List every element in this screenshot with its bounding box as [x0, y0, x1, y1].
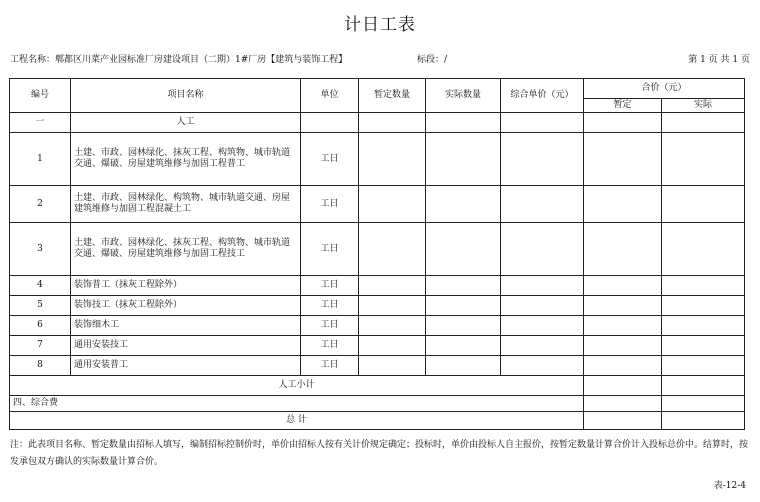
table-row [10, 336, 745, 356]
daywork-table [9, 78, 745, 430]
table-row [10, 133, 745, 186]
header-total: 合价（元） [584, 79, 745, 99]
section-code: 一 [10, 113, 71, 133]
footnote: 注：此表项目名称、暂定数量由招标人填写，编制招标控制价时，单价由招标人按有关计价规定确定；投标时，单价由投标人自主报价，按暂定数量计算合价计入投标总价中。结算时，按发承包双方确认的实际数量计算合价。 [10, 440, 749, 467]
row-unit: 工日 [301, 356, 359, 376]
header-total-actual: 实际 [662, 99, 745, 113]
grand-total-row-label: 总 计 [10, 412, 584, 430]
row-name: 土建、市政、园林绿化、抹灰工程、构筑物、城市轨道交通、爆破、房屋建筑维修与加固工程技工 [71, 223, 301, 276]
row-name: 通用安装技工 [71, 336, 301, 356]
row-name: 土建、市政、园林绿化、构筑物、城市轨道交通、房屋建筑维修与加固工程混凝土工 [71, 186, 301, 223]
row-name: 通用安装普工 [71, 356, 301, 376]
section-name: 人工 [71, 113, 301, 133]
row-code: 3 [10, 223, 71, 276]
table-row [10, 276, 745, 296]
table-row [10, 316, 745, 336]
header-total-est: 暂定 [584, 99, 662, 113]
row-unit: 工日 [301, 296, 359, 316]
row-code: 5 [10, 296, 71, 316]
grand-total-row [10, 412, 745, 430]
page-title: 计日工表 [344, 15, 416, 35]
table-row [10, 223, 745, 276]
project-meta [10, 52, 750, 66]
header-code: 编号 [10, 79, 71, 113]
row-code: 1 [10, 133, 71, 186]
row-unit: 工日 [301, 223, 359, 276]
row-unit: 工日 [301, 133, 359, 186]
table-row [10, 296, 745, 316]
row-name: 土建、市政、园林绿化、抹灰工程、构筑物、城市轨道交通、爆破、房屋建筑维修与加固工程普工 [71, 133, 301, 186]
table-row [10, 356, 745, 376]
row-code: 6 [10, 316, 71, 336]
row-name: 装饰普工（抹灰工程除外） [71, 276, 301, 296]
row-name: 装饰细木工 [71, 316, 301, 336]
labor-subtotal-row [10, 376, 745, 396]
row-code: 4 [10, 276, 71, 296]
header-unit-price: 综合单价（元） [501, 79, 584, 113]
header-row [10, 79, 745, 99]
general-fee-row-label: 四、综合费 [10, 396, 584, 412]
labor-subtotal-row-label: 人工小计 [10, 376, 584, 396]
header-name: 项目名称 [71, 79, 301, 113]
table-code: 表-12-4 [713, 481, 746, 491]
row-code: 2 [10, 186, 71, 223]
section-label: 标段：/ [417, 55, 448, 65]
row-unit: 工日 [301, 186, 359, 223]
project-name: 工程名称：郫都区川菜产业园标准厂房建设项目（二期）1#厂房【建筑与装饰工程】 [10, 55, 348, 65]
table-row [10, 186, 745, 223]
header-actual-qty: 实际数量 [426, 79, 501, 113]
section-row-labor [10, 113, 745, 133]
row-name: 装饰技工（抹灰工程除外） [71, 296, 301, 316]
row-unit: 工日 [301, 336, 359, 356]
general-fee-row [10, 396, 745, 412]
row-unit: 工日 [301, 316, 359, 336]
row-unit: 工日 [301, 276, 359, 296]
row-code: 7 [10, 336, 71, 356]
header-unit: 单位 [301, 79, 359, 113]
page-number: 第 1 页 共 1 页 [688, 55, 750, 65]
header-est-qty: 暂定数量 [359, 79, 426, 113]
row-code: 8 [10, 356, 71, 376]
